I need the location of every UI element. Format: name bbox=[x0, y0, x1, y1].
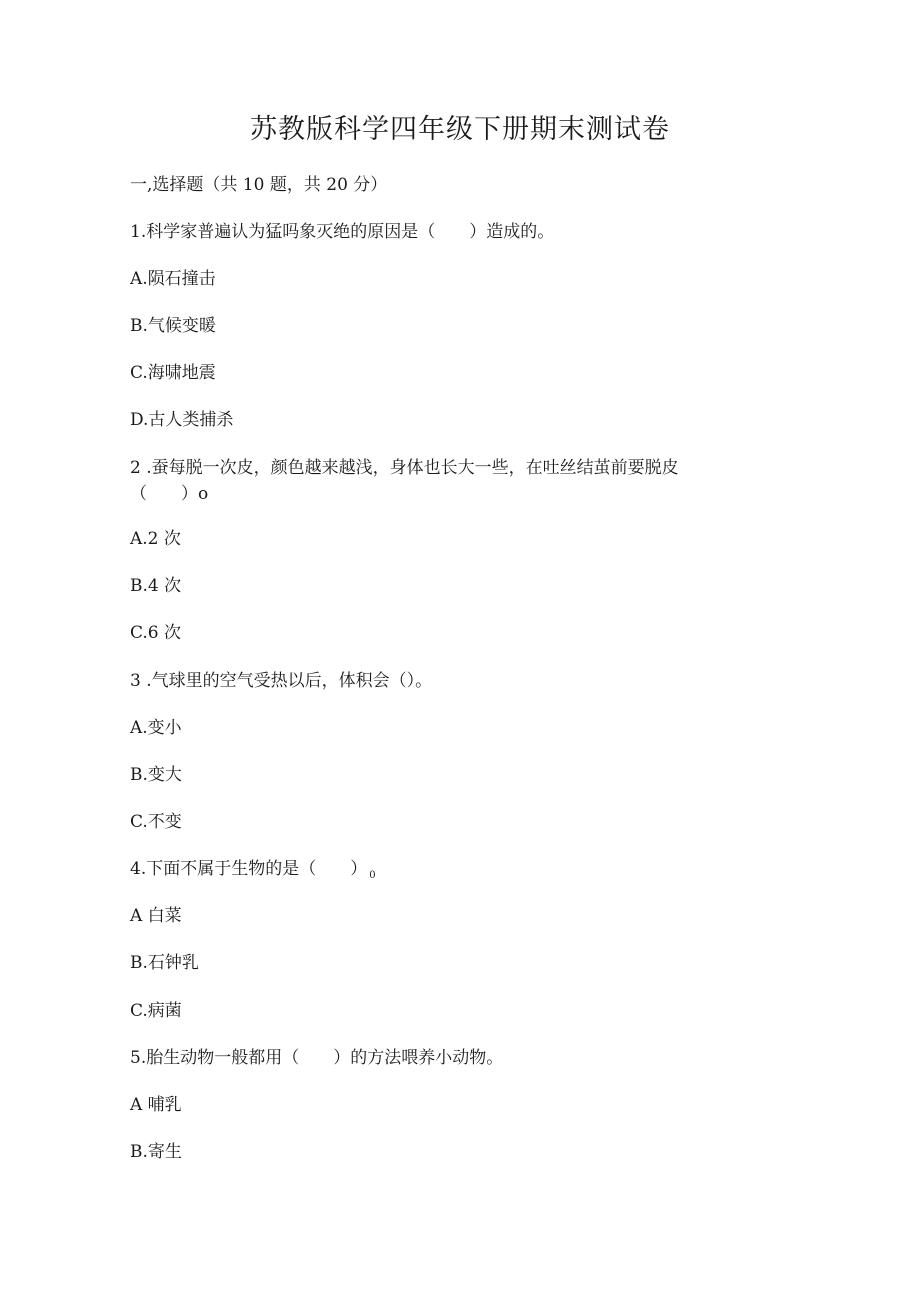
question-3-option-c: C.不变 bbox=[130, 812, 182, 832]
question-1-option-d: D.古人类捕杀 bbox=[130, 410, 234, 430]
document-title: 苏教版科学四年级下册期末测试卷 bbox=[250, 114, 670, 145]
question-1-option-b: B.气候变暖 bbox=[130, 316, 216, 336]
question-3-option-b: B.变大 bbox=[130, 765, 182, 785]
question-1-stem: 1.科学家普遍认为猛吗象灭绝的原因是（ ）造成的。 bbox=[130, 222, 555, 242]
question-4-option-a: A 白菜 bbox=[130, 906, 182, 926]
question-4-stem bbox=[130, 857, 376, 888]
question-4-option-b: B.石钟乳 bbox=[130, 953, 199, 973]
question-3-option-a: A.变小 bbox=[130, 718, 182, 738]
section-heading: 一,选择题（共 10 题，共 20 分） bbox=[130, 175, 388, 195]
question-2-stem-continued: （ ）o bbox=[130, 484, 209, 504]
question-5-option-b: B.寄生 bbox=[130, 1142, 182, 1162]
question-2-option-b: B.4 次 bbox=[130, 576, 182, 596]
question-1-option-a: A.陨石撞击 bbox=[130, 269, 216, 289]
question-4-option-c: C.病菌 bbox=[130, 1001, 182, 1021]
question-3-stem: 3 .气球里的空气受热以后，体积会（）。 bbox=[130, 671, 433, 691]
question-5-option-a: A 哺乳 bbox=[130, 1095, 182, 1115]
question-4-stem-suffix: 0 bbox=[369, 870, 376, 881]
question-2-option-a: A.2 次 bbox=[130, 529, 181, 549]
question-2-option-c: C.6 次 bbox=[130, 623, 182, 643]
question-5-stem: 5.胎生动物一般都用（ ）的方法喂养小动物。 bbox=[130, 1048, 504, 1068]
question-2-stem: 2 .蚕每脱一次皮，颜色越来越浅，身体也长大一些，在吐丝结茧前要脱皮 bbox=[130, 458, 679, 478]
question-4-stem-text: 4.下面不属于生物的是（ ） bbox=[130, 859, 368, 879]
question-1-option-c: C.海啸地震 bbox=[130, 363, 216, 383]
